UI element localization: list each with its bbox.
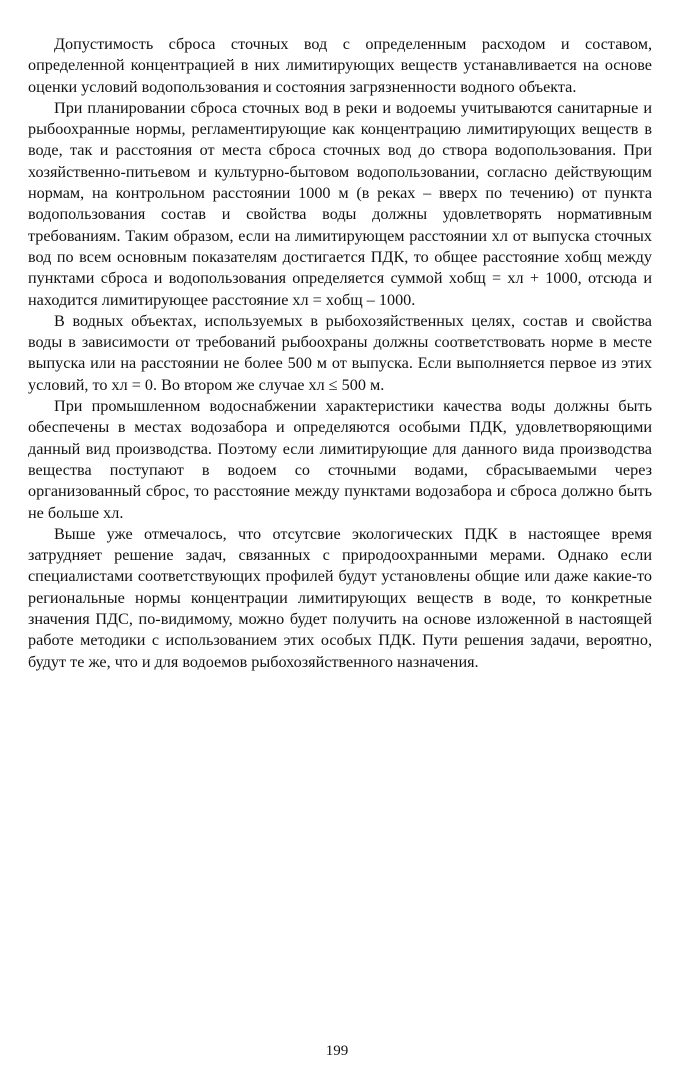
- paragraph-3: В водных объектах, используемых в рыбохозяйственных целях, состав и свойства воды в зависимости от требований рыбоохраны должны соответствовать норме в месте выпуска или на расстоянии не более 500 м от выпуска. Если выполняется первое из этих условий, то xл = 0. Во втором же случае xл ≤ 500 м.: [28, 311, 652, 394]
- paragraph-1: Допустимость сброса сточных вод с определенным расходом и составом, определенной концентрацией в них лимитирующих веществ устанавливается на основе оценки условий водопользования и состояния загрязненности водного объекта.: [28, 35, 652, 96]
- paragraph-5: Выше уже отмечалось, что отсутсвие экологических ПДК в настоящее время затрудняет решение задач, связанных с природоохранными мерами. Однако если специалистами соответствующих профилей будут установлены общие или даже какие-то региональные нормы концентрации лимитирующих веществ в воде, то конкретные значения ПДС, по-видимому, можно будет получить на основе изложенной в настоящей работе методики с использованием этих особых ПДК. Пути решения задачи, вероятно, будут те же, что и для водоемов рыбохозяйственного назначения.: [28, 524, 652, 671]
- page-number: 199: [325, 1043, 349, 1059]
- paragraph-2: При планировании сброса сточных вод в реки и водоемы учитываются санитарные и рыбоохранные нормы, регламентирующие как концентрацию лимитирующих веществ в воде, так и расстояния от места сброса сточных вод до створа водопользования. При хозяйственно-питьевом и культурно-бытовом водопользовании, согласно действующим нормам, на контрольном расстоянии 1000 м (в реках – вверх по течению) от пункта водопользования состав и свойства воды должны удовлетворять нормативным требованиям. Таким образом, если на лимитирующем расстоянии xл от выпуска сточных вод по всем основным показателям достигается ПДК, то общее расстояние xобщ между пунктами сброса и водопользования определяется суммой xобщ = xл + 1000, отсюда и находится лимитирующее расстояние xл = xобщ – 1000.: [28, 98, 652, 309]
- paragraph-4: При промышленном водоснабжении характеристики качества воды должны быть обеспечены в местах водозабора и определяются особыми ПДК, удовлетворяющими данный вид производства. Поэтому если лимитирующие для данного вида производства вещества поступают в водоем со сточными водами, сбрасываемыми через организованный сброс, то расстояние между пунктами водозабора и сброса должно быть не больше xл.: [28, 397, 652, 522]
- page-text: [28, 34, 652, 673]
